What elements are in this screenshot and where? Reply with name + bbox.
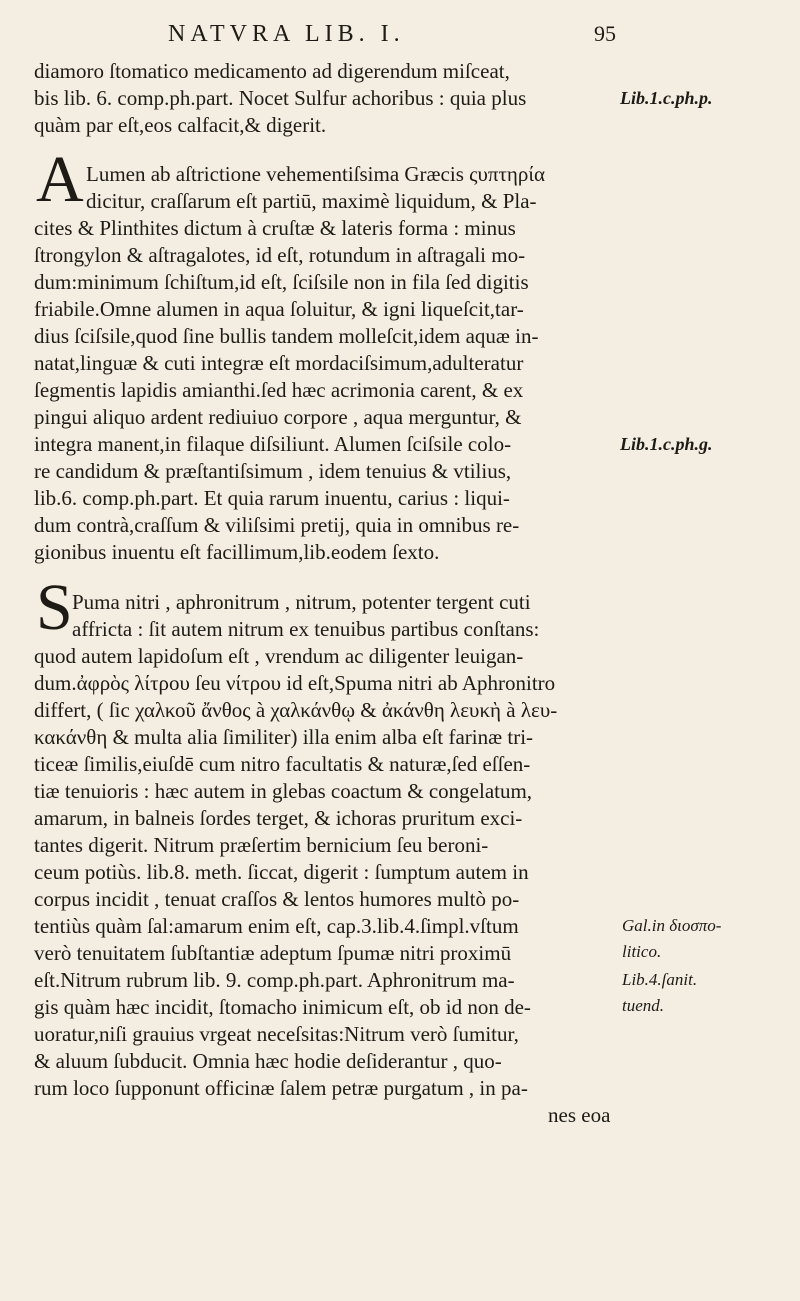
text-line: ceum potiùs. lib.8. meth. ſiccat, digerit : ſumptum autem in [34, 860, 529, 884]
running-head [0, 16, 800, 52]
drop-cap-s: S [36, 571, 73, 644]
drop-cap-a: A [36, 143, 84, 216]
margin-note: Lib.1.c.ph.p. [620, 88, 713, 108]
text-line: eſt.Nitrum rubrum lib. 9. comp.ph.part. Aphronitrum ma- [34, 968, 515, 992]
text-line: diamoro ſtomatico medicamento ad digerendum miſceat, [34, 59, 510, 83]
text-line: quod autem lapidoſum eſt , vrendum ac diligenter leuigan- [34, 644, 524, 668]
text-line: integra manent,in filaque diſsiliunt. Alumen ſciſsile colo- [34, 432, 512, 456]
text-line: tentiùs quàm ſal:amarum enim eſt, cap.3.lib.4.ſimpl.vſtum [34, 914, 519, 938]
text-line: natat,linguæ & cuti integræ eſt mordaciſsimum,adulteratur [34, 351, 524, 375]
text-line: verò tenuitatem ſubſtantiæ adeptum ſpumæ nitri proximū [34, 941, 512, 965]
text-line: Puma nitri , aphronitrum , nitrum, potenter tergent cuti [72, 590, 531, 614]
text-line: pingui aliquo ardent rediuiuo corpore , aqua merguntur, & [34, 405, 522, 429]
text-line: gis quàm hæc incidit, ſtomacho inimicum eſt, ob id non de- [34, 995, 531, 1019]
text-line: Lumen ab aſtrictione vehementiſsima Græcis ςυπτηρία [86, 162, 546, 186]
margin-note: Gal.in διοσπο- [622, 916, 722, 935]
text-line: ticeæ ſimilis,eiuſdē cum nitro facultatis & naturæ,ſed eſſen- [34, 752, 531, 776]
text-line: dum contrà,craſſum & viliſsimi pretij, quia in omnibus re- [34, 513, 520, 537]
page-number: 95 [594, 21, 616, 46]
text-line: rum loco ſupponunt officinæ ſalem petræ purgatum , in pa- [34, 1076, 528, 1100]
text-line: bis lib. 6. comp.ph.part. Nocet Sulfur achoribus : quia plus [34, 86, 527, 110]
margin-note: tuend. [622, 996, 665, 1015]
text-line: gionibus inuentu eſt facillimum,lib.eodem ſexto. [34, 540, 440, 564]
text-line: quàm par eſt,eos calfacit,& digerit. [34, 113, 327, 137]
text-line: tiæ tenuioris : hæc autem in glebas coactum & congelatum, [34, 779, 533, 803]
text-line: & aluum ſubducit. Omnia hæc hodie deſiderantur , quo- [34, 1049, 502, 1073]
running-title: NATVRA LIB. I. [168, 21, 405, 47]
text-line: ſtrongylon & aſtragalotes, id eſt, rotundum in aſtragali mo- [34, 243, 526, 267]
text-line: cites & Plinthites dictum à cruſtæ & lateris forma : minus [34, 216, 516, 240]
text-line: dum:minimum ſchiſtum,id eſt, ſciſsile non in fila ſed digitis [34, 270, 529, 294]
catchword: nes eoa [548, 1103, 611, 1127]
text-line: differt, ( ſic χαλκοῦ ἄνθος à χαλκάνθῳ & ἀκάνθη λευκὴ à λευ- [34, 698, 558, 722]
text-line: ſegmentis lapidis amianthi.ſed hæc acrimonia carent, & ex [34, 378, 524, 402]
text-line: dum.ἀφρὸς λίτρου ſeu νίτρου id eſt,Spuma nitri ab Aphronitro [34, 671, 556, 695]
text-line: dius ſciſsile,quod ſine bullis tandem molleſcit,idem aquæ in- [34, 324, 539, 348]
text-line: dicitur, craſſarum eſt partiū, maximè liquidum, & Pla- [86, 189, 537, 213]
margin-note: litico. [622, 942, 662, 961]
text-line: κακάνθη & multa alia ſimiliter) illa enim alba eſt farinæ tri- [34, 725, 534, 749]
text-line: corpus incidit , tenuat craſſos & lentos humores multò po- [34, 887, 520, 911]
text-line: amarum, in balneis ſordes terget, & ichoras pruritum exci- [34, 806, 523, 830]
text-line: tantes digerit. Nitrum præſertim bernicium ſeu beroni- [34, 833, 489, 857]
margin-note: Lib.1.c.ph.g. [620, 434, 713, 454]
text-line: friabile.Omne alumen in aqua ſoluitur, & igni liqueſcit,tar- [34, 297, 524, 321]
text-line: lib.6. comp.ph.part. Et quia rarum inuentu, carius : liqui- [34, 486, 510, 510]
text-line: re candidum & præſtantiſsimum , idem tenuius & vtilius, [34, 459, 512, 483]
text-line: affricta : ſit autem nitrum ex tenuibus partibus conſtans: [72, 617, 540, 641]
text-line: uoratur,niſi grauius vrgeat neceſsitas:Nitrum verò ſumitur, [34, 1022, 519, 1046]
margin-note: Lib.4.ſanit. [622, 970, 698, 989]
